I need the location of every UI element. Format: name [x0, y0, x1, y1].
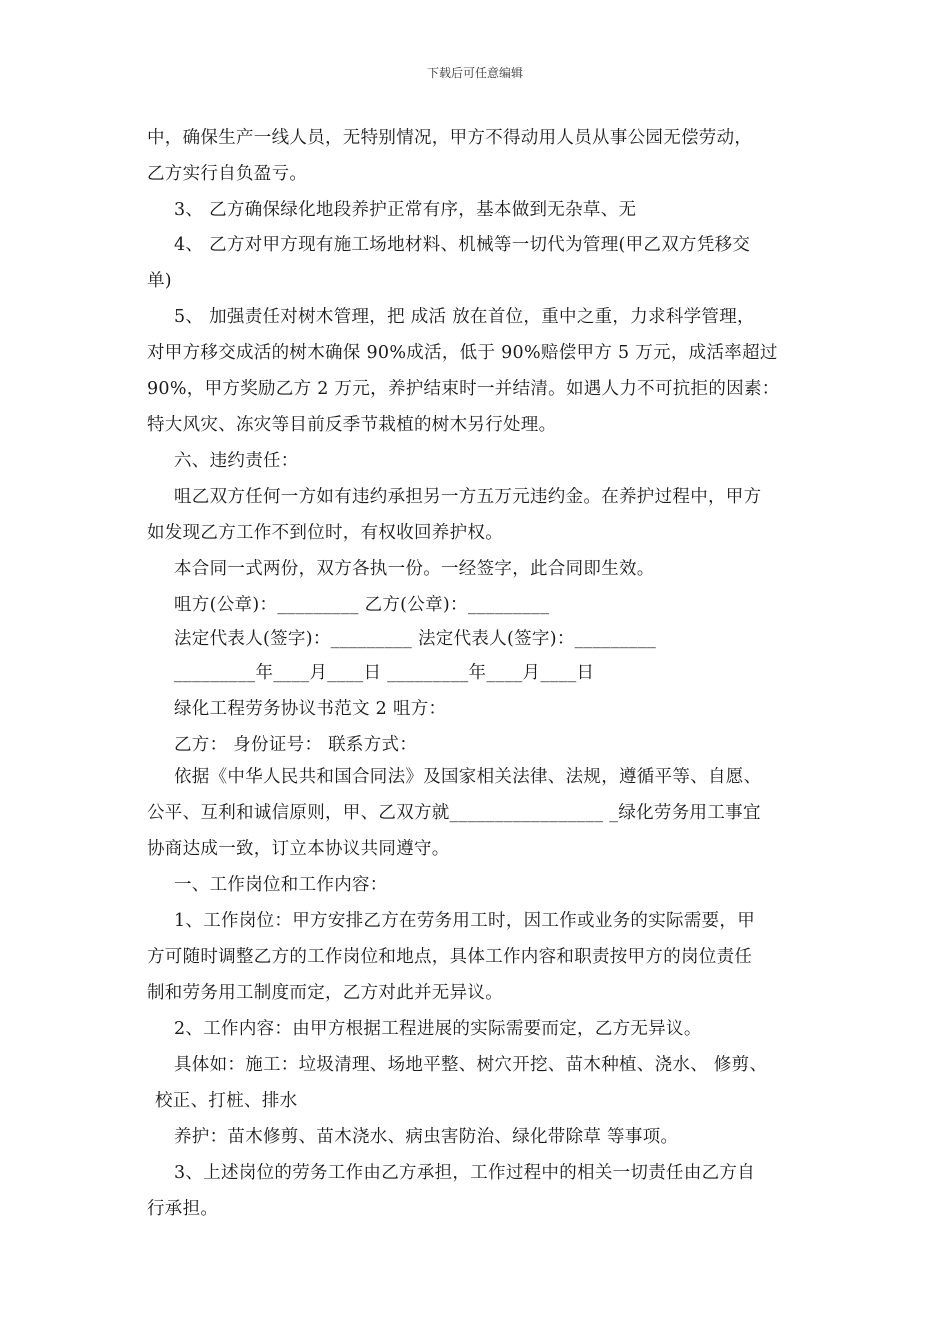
paragraph-line: 依据《中华人民共和国合同法》及国家相关法律、法规，遵循平等、自愿、	[174, 767, 762, 787]
paragraph-line: 2、工作内容：由甲方根据工程进展的实际需要而定，乙方无异议。	[174, 1019, 702, 1039]
date-line: _________年____月____日 _________年____月____日	[174, 663, 595, 683]
paragraph-line: 本合同一式两份，双方各执一份。一经签字，此合同即生效。	[174, 559, 655, 579]
signature-line: 法定代表人(签字)：_________ 法定代表人(签字)：_________	[174, 629, 657, 649]
paragraph-line: 单)	[147, 271, 172, 291]
paragraph-line: 具体如：施工：垃圾清理、场地平整、树穴开挖、苗木种植、浇水、 修剪、	[174, 1055, 768, 1075]
paragraph-line: 制和劳务用工制度而定，乙方对此并无异议。	[147, 983, 503, 1003]
paragraph-line: 校正、打桩、排水	[155, 1091, 298, 1111]
paragraph-line: 如发现乙方工作不到位时，有权收回养护权。	[147, 523, 503, 543]
paragraph-line: 咀乙双方任何一方如有违约承担另一方五万元违约金。在养护过程中，甲方	[174, 487, 762, 507]
page-header: 下载后可任意编辑	[426, 66, 523, 80]
paragraph-line: 行承担。	[147, 1199, 219, 1219]
paragraph-line: 公平、互利和诚信原则，甲、乙双方就_________________ _绿化劳务用工事宜	[147, 803, 761, 823]
paragraph-line: 对甲方移交成活的树木确保 90%成活，低于 90%赔偿甲方 5 万元，成活率超过	[147, 343, 778, 363]
section-heading: 一、工作岗位和工作内容：	[174, 875, 388, 895]
paragraph-line: 4、 乙方对甲方现有施工场地材料、机械等一切代为管理(甲乙双方凭移交	[174, 235, 751, 255]
signature-line: 咀方(公章)：_________ 乙方(公章)：_________	[174, 595, 550, 615]
paragraph-line: 3、上述岗位的劳务工作由乙方承担，工作过程中的相关一切责任由乙方自	[174, 1163, 756, 1183]
paragraph-line: 特大风灾、冻灾等目前反季节栽植的树木另行处理。	[147, 415, 557, 435]
paragraph-line: 1、工作岗位：甲方安排乙方在劳务用工时，因工作或业务的实际需要，甲	[174, 911, 756, 931]
section-title: 绿化工程劳务协议书范文 2 咀方：	[174, 699, 447, 719]
paragraph-line: 养护：苗木修剪、苗木浇水、病虫害防治、绿化带除草 等事项。	[174, 1127, 679, 1147]
section-heading: 六、违约责任：	[174, 451, 299, 471]
paragraph-line: 3、 乙方确保绿化地段养护正常有序，基本做到无杂草、无	[174, 200, 637, 220]
paragraph-line: 中，确保生产一线人员，无特别情况，甲方不得动用人员从事公园无偿劳动，	[147, 128, 753, 148]
paragraph-line: 协商达成一致，订立本协议共同遵守。	[147, 839, 450, 859]
party-info-line: 乙方： 身份证号： 联系方式：	[174, 735, 418, 755]
paragraph-line: 5、 加强责任对树木管理，把 成活 放在首位，重中之重，力求科学管理，	[174, 307, 755, 327]
paragraph-line: 方可随时调整乙方的工作岗位和地点，具体工作内容和职责按甲方的岗位责任	[147, 947, 753, 967]
paragraph-line: 90%，甲方奖励乙方 2 万元，养护结束时一并结清。如遇人力不可抗拒的因素：	[147, 379, 780, 399]
paragraph-line: 乙方实行自负盈亏。	[147, 164, 308, 184]
